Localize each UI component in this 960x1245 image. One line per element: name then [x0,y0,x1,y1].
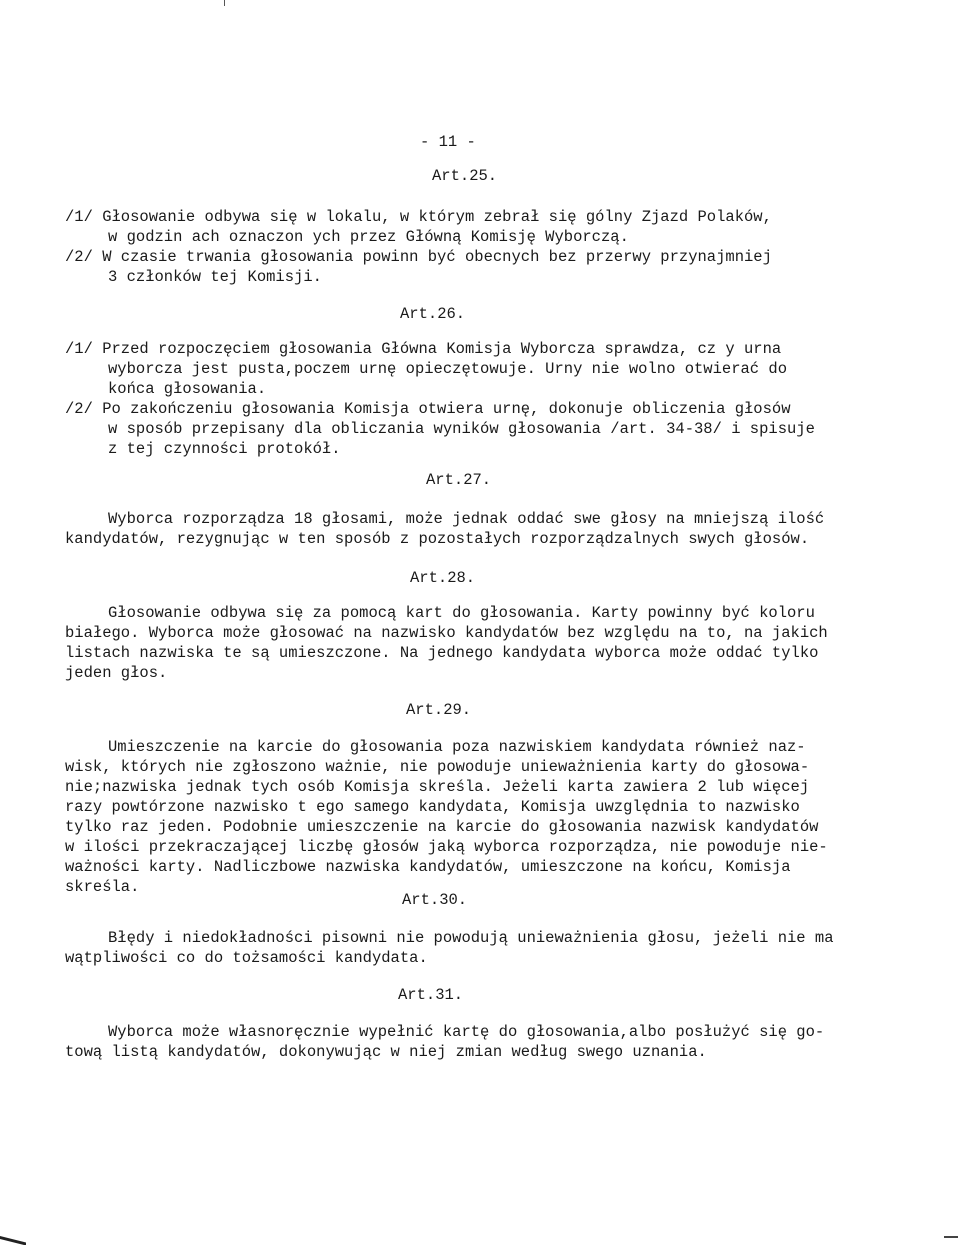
text-line: skreśla. [65,878,140,896]
article-heading: Art.25. [432,167,498,185]
text-line: kandydatów, rezygnując w ten sposób z pozostałych rozporządzalnych swych głosów. [65,530,810,548]
text-line: tową listą kandydatów, dokonywując w niej zmian według swego uznania. [65,1043,707,1061]
text-line: wisk, których nie zgłoszono ważnie, nie powoduje unieważnienia karty do głosowa- [65,758,810,776]
article-heading: Art.26. [400,305,466,323]
text-line: jeden głos. [65,664,168,682]
text-line: tylko raz jeden. Podobnie umieszczenie na karcie do głosowania nazwisk kandydatów [65,818,819,836]
text-line: /1/ Przed rozpoczęciem głosowania Główna Komisja Wyborcza sprawdza, cz y urna [65,340,782,358]
text-line: /1/ Głosowanie odbywa się w lokalu, w którym zebrał się gólny Zjazd Polaków, [65,208,772,226]
text-line: listach nazwiska te są umieszczone. Na jednego kandydata wyborca może oddać tylko [65,644,819,662]
article-heading: Art.28. [410,569,476,587]
text-line: w ilości przekraczającej liczbę głosów jaką wyborca rozporządza, nie powoduje nie- [65,838,828,856]
text-line: Wyborca rozporządza 18 głosami, może jednak oddać swe głosy na mniejszą ilość [108,510,825,528]
article-heading: Art.31. [398,986,464,1004]
text-line: /2/ W czasie trwania głosowania powinn być obecnych bez przerwy przynajmniej [65,248,772,266]
text-line: Umieszczenie na karcie do głosowania poza nazwiskiem kandydata również naz- [108,738,806,756]
text-line: 3 członków tej Komisji. [108,268,322,286]
text-line: białego. Wyborca może głosować na nazwisko kandydatów bez względu na to, na jakich [65,624,828,642]
page-number: - 11 - [420,133,476,151]
text-line: razy powtórzone nazwisko t ego samego kandydata, Komisja uwzględnia to nazwisko [65,798,800,816]
scan-mark [224,0,225,6]
text-line: /2/ Po zakończeniu głosowania Komisja otwiera urnę, dokonuje obliczenia głosów [65,400,791,418]
text-line: nie;nazwiska jednak tych osób Komisja skreśla. Jeżeli karta zawiera 2 lub więcej [65,778,810,796]
text-line: wątpliwości co do tożsamości kandydata. [65,949,428,967]
article-heading: Art.29. [406,701,472,719]
text-line: Głosowanie odbywa się za pomocą kart do głosowania. Karty powinny być koloru [108,604,815,622]
text-line: ważności karty. Nadliczbowe nazwiska kandydatów, umieszczone na końcu, Komisja [65,858,791,876]
article-heading: Art.27. [426,471,492,489]
text-line: Błędy i niedokładności pisowni nie powodują unieważnienia głosu, jeżeli nie ma [108,929,834,947]
scan-mark [944,1236,958,1238]
text-line: w godzin ach oznaczon ych przez Główną Komisję Wyborczą. [108,228,629,246]
text-line: wyborcza jest pusta,poczem urnę opieczętowuje. Urny nie wolno otwierać do [108,360,788,378]
text-line: końca głosowania. [108,380,267,398]
text-line: Wyborca może własnoręcznie wypełnić kartę do głosowania,albo posłużyć się go- [108,1023,825,1041]
text-line: w sposób przepisany dla obliczania wyników głosowania /art. 34-38/ i spisuje [108,420,815,438]
text-line: z tej czynności protokół. [108,440,341,458]
article-heading: Art.30. [402,891,468,909]
